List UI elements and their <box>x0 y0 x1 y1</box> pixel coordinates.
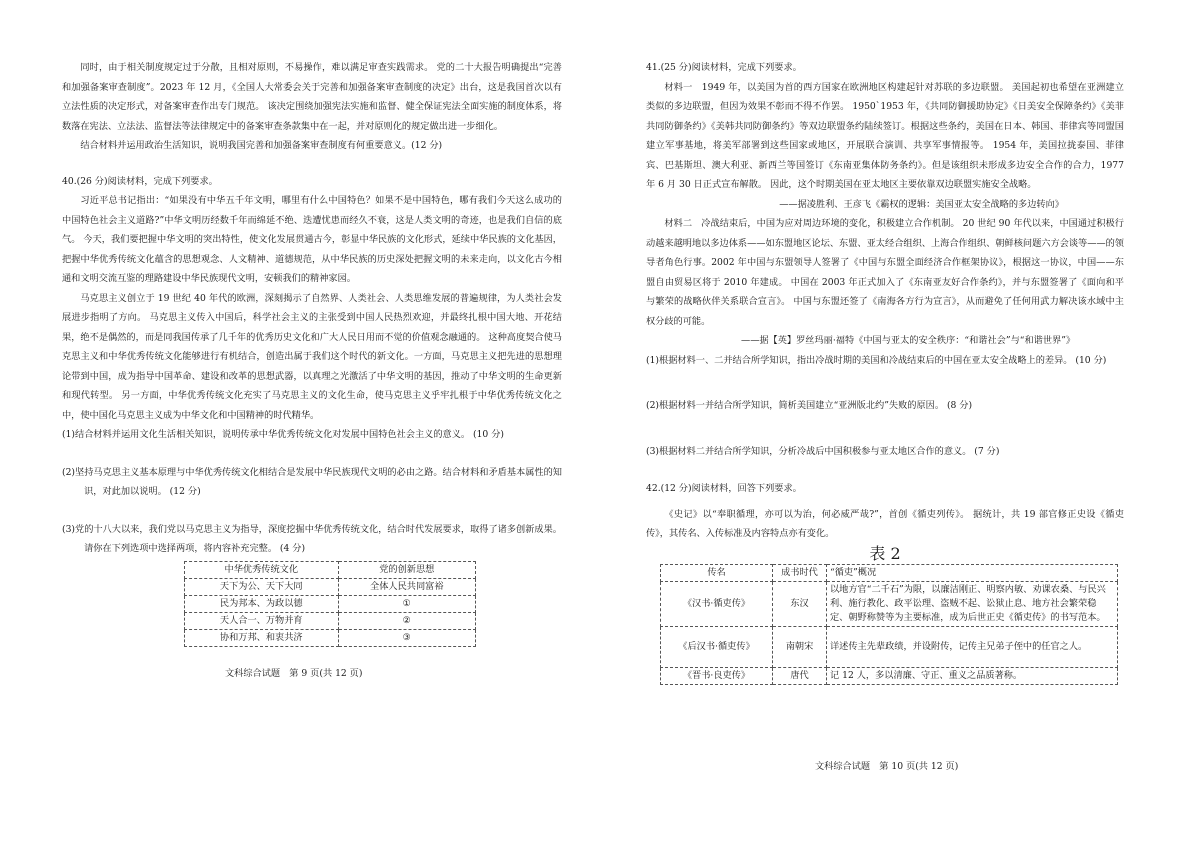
table-cell: 东汉 <box>773 581 827 626</box>
table-cell: 《晋书·良吏传》 <box>661 667 773 684</box>
table-cell: 民为邦本、为政以德 <box>185 595 339 612</box>
material-1-source: ——据凌胜利、王彦飞《霸权的逻辑：美国亚太安全战略的多边转向》 <box>779 198 1064 210</box>
table-cell: 《汉书·循吏传》 <box>661 581 773 626</box>
answer-space <box>62 445 562 463</box>
table-header-cell: 中华优秀传统文化 <box>185 561 339 578</box>
material-2-source: ——据【英】罗丝玛丽·福特《中国与亚太的安全秩序：“和谐社会”与“和谐世界”》 <box>741 335 1076 346</box>
page-footer-right: 文科综合试题 第 10 页(共 12 页) <box>815 761 959 772</box>
table-cell: 天人合一、万物并育 <box>185 612 339 629</box>
q40-material-para-2: 马克思主义创立于 19 世纪 40 年代的欧洲，深刻揭示了自然界、人类社会、人类思维发展的普遍规律，为人类社会发展进步指明了方向。 马克思主义传入中国后，科学社会主义的主张受到中国人民热烈欢迎，并最终扎根中国大地、开花结果，绝不是偶然的，而是同我国传承了几千年的优秀历史文化和广大人民日用而不觉的价值观念融通的。 这种高度契合使马克思主义和中华优秀传统文化能够进行有机结合，创造出属于我们这个时代的新文化。一方面，马克思主义把先进的思想理论带到中国，成为指导中国革命、建设和改革的思想武器，以真理之光激活了中华文明的基因，推动了中华文明的生命更新和现代转型。 另一方面，中华优秀传统文化充实了马克思主义的文化生命，使马克思主义乎牢扎根于中华优秀传统文化之中，使中国化马克思主义成为中华文化和中国精神的时代精华。 <box>62 292 562 421</box>
table-header-row <box>185 561 476 578</box>
table-cell: ① <box>338 595 475 612</box>
table-header-cell: “循吏”概况 <box>827 564 1118 581</box>
table-cell: ② <box>338 612 475 629</box>
q41-material-1: 材料一 1949 年，以美国为首的西方国家在欧洲地区构建起针对苏联的多边联盟。 美国起初也希望在亚洲建立类似的多边联盟，但因为效果不彰而不得不作罢。 1950`1953 年，《共同防御援助协定》《日美安全保障条约》《美菲共同防御条约》《美韩共同防御条约》等双边联盟条约陆续签订。根据这些条约，美国在日本、韩国、菲律宾等同盟国建立军事基地，将美军部署到这些国家或地区，开展联合演训、共享军事情报等。 1954 年，美国拉拢泰国、菲律宾、巴基斯坦、澳大利亚、新西兰等国签订《东南亚集体防务条约》。但是该组织未形成多边安全合作的合力，1977 年 6 月 30 日正式宣布解散。 因此，这个时期美国在亚太地区主要依靠双边联盟实施安全战略。 <box>646 81 1124 190</box>
question-41-heading: 41.(25 分)阅读材料，完成下列要求。 <box>646 62 802 73</box>
q40-sub-3: (3)党的十八大以来，我们党以马克思主义为指导，深度挖掘中华优秀传统文化，结合时代发展要求，取得了诸多创新成果。请你在下列选项中选择两项，将内容补充完整。 (4 分) <box>62 523 562 554</box>
answer-space <box>646 461 1124 479</box>
intro-task: 结合材料并运用政治生活知识，说明我国完善和加强备案审查制度有何重要意义。(12 分) <box>80 140 443 151</box>
answer-space <box>646 416 1124 442</box>
answer-space <box>62 502 562 520</box>
culture-table <box>184 561 476 647</box>
table-cell: 详述传主先辈政绩，并设附传，记传主兄弟子侄中的任官之人。 <box>827 626 1118 667</box>
q41-material-2: 材料二 冷战结束后，中国为应对周边环境的变化，积极建立合作机制。 20 世纪 90 年代以来，中国通过积极行动越来越明地以多边体系——如东盟地区论坛、东盟、亚太经合组织、上海合作组织、朝鲜核问题六方会谈等——的领导者角色行事。2002 年中国与东盟领导人签署了《中国与东盟全面经济合作框架协议》，根据这一协议，中国——东盟自由贸易区将于 2010 年建成。 中国在 2003 年正式加入了《东南亚友好合作条约》，并与东盟签署了《面向和平与繁荣的战略伙伴关系联合宣言》。 中国与东盟还签了《南海各方行为宣言》，从而避免了任何用武力解决该水域中主权分歧的可能。 <box>646 218 1124 327</box>
table-header-cell: 党的创新思想 <box>338 561 475 578</box>
left-page <box>62 58 562 647</box>
biography-table <box>660 564 1118 685</box>
table-cell: 记 12 人，多以清廉、守正、重义之品质著称。 <box>827 667 1118 684</box>
table-2-title: 表 2 <box>869 543 901 563</box>
table-row <box>185 629 476 646</box>
q40-sub-2: (2)坚持马克思主义基本原理与中华优秀传统文化相结合是发展中华民族现代文明的必由之路。结合材料和矛盾基本属性的知识，对此加以说明。 (12 分) <box>62 466 562 497</box>
table-row <box>185 612 476 629</box>
table-row <box>661 626 1118 667</box>
table-cell: 全体人民共同富裕 <box>338 578 475 595</box>
right-page <box>646 58 1124 685</box>
q42-material: 《史记》以“奉职循理，亦可以为治，何必威严哉?”，首创《循吏列传》。 据统计，共 19 部官修正史设《循吏传》，其传名、入传标准及内容特点亦有变化。 <box>646 508 1124 539</box>
table-cell: 唐代 <box>773 667 827 684</box>
table-cell: 协和万邦、和衷共济 <box>185 629 339 646</box>
table-cell: 以地方官“二千石”为限，以廉洁刚正、明察内敏、劝课农桑、与民兴利、施行教化、政平讼理、盗贼不起、讼狱止息、地方社会繁荣稳定、朝野称赞等为主要标准，成为后世正史《循吏传》的书写范本。 <box>827 581 1118 626</box>
intro-paragraph: 同时，由于相关制度规定过于分散，且相对原则，不易操作，难以满足审查实践需求。 党的二十大报告明确提出“完善和加强备案审查制度”。2023 年 12 月，《全国人大常委会关于完善和加强备案审查制度的决定》出台，这是我国首次以有立法性质的决定形式，对备案审查作出专门规范。 该决定围绕加强宪法实施和监督、健全保证宪法全面实施的制度体系，将数落在宪法、立法法、监督法等法律规定中的备案审查条款集中在一起，并对原则化的规定做出进一步细化。 <box>62 62 562 132</box>
table-row <box>185 578 476 595</box>
table-header-row <box>661 564 1118 581</box>
question-42-heading: 42.(12 分)阅读材料，回答下列要求。 <box>646 483 802 494</box>
q40-material-para-1: 习近平总书记指出：“如果没有中华五千年文明，哪里有什么中国特色？如果不是中国特色，哪有我们今天这么成功的中国特色社会主义道路?”中华文明历经数千年而绵延不绝、迭遭忧患而经久不衰，这是人类文明的奇迹，也是我们自信的底气。 今天，我们要把握中华文明的突出特性，使文化发展贯通古今，彰显中华民族的文化形式，延续中华民族的文化基因，把握中华优秀传统文化蕴含的思想观念、人文精神、道德规范，从中华民族的历史深处把握文明的未来走向，以文化古今相通和文明交流互鉴的理路建设中华民族现代文明，安顿我们的精神家园。 <box>62 195 562 284</box>
table-header-cell: 传名 <box>661 564 773 581</box>
table-cell: 南朝宋 <box>773 626 827 667</box>
question-40-heading: 40.(26 分)阅读材料，完成下列要求。 <box>62 175 218 187</box>
q41-sub-1: (1)根据材料一、二并结合所学知识，指出冷战时期的美国和冷战结束后的中国在亚太安全战略上的差异。 (10 分) <box>646 354 1107 366</box>
table-header-cell: 成书时代 <box>773 564 827 581</box>
page-footer-left: 文科综合试题 第 9 页(共 12 页) <box>225 668 363 679</box>
table-cell: 《后汉书·循吏传》 <box>661 626 773 667</box>
table-cell: ③ <box>338 629 475 646</box>
q41-sub-3: (3)根据材料二并结合所学知识，分析冷战后中国积极参与亚太地区合作的意义。 (7 分) <box>646 445 1000 457</box>
q40-sub-1: (1)结合材料并运用文化生活相关知识，说明传承中华优秀传统文化对发展中国特色社会主义的意义。 (10 分) <box>62 429 504 440</box>
table-row <box>185 595 476 612</box>
table-cell: 天下为公、天下大同 <box>185 578 339 595</box>
table-row <box>661 581 1118 626</box>
q41-sub-2: (2)根据材料一并结合所学知识，简析美国建立“亚洲版北约”失败的原因。 (8 分) <box>646 400 973 411</box>
answer-space <box>646 370 1124 396</box>
table-row <box>661 667 1118 684</box>
